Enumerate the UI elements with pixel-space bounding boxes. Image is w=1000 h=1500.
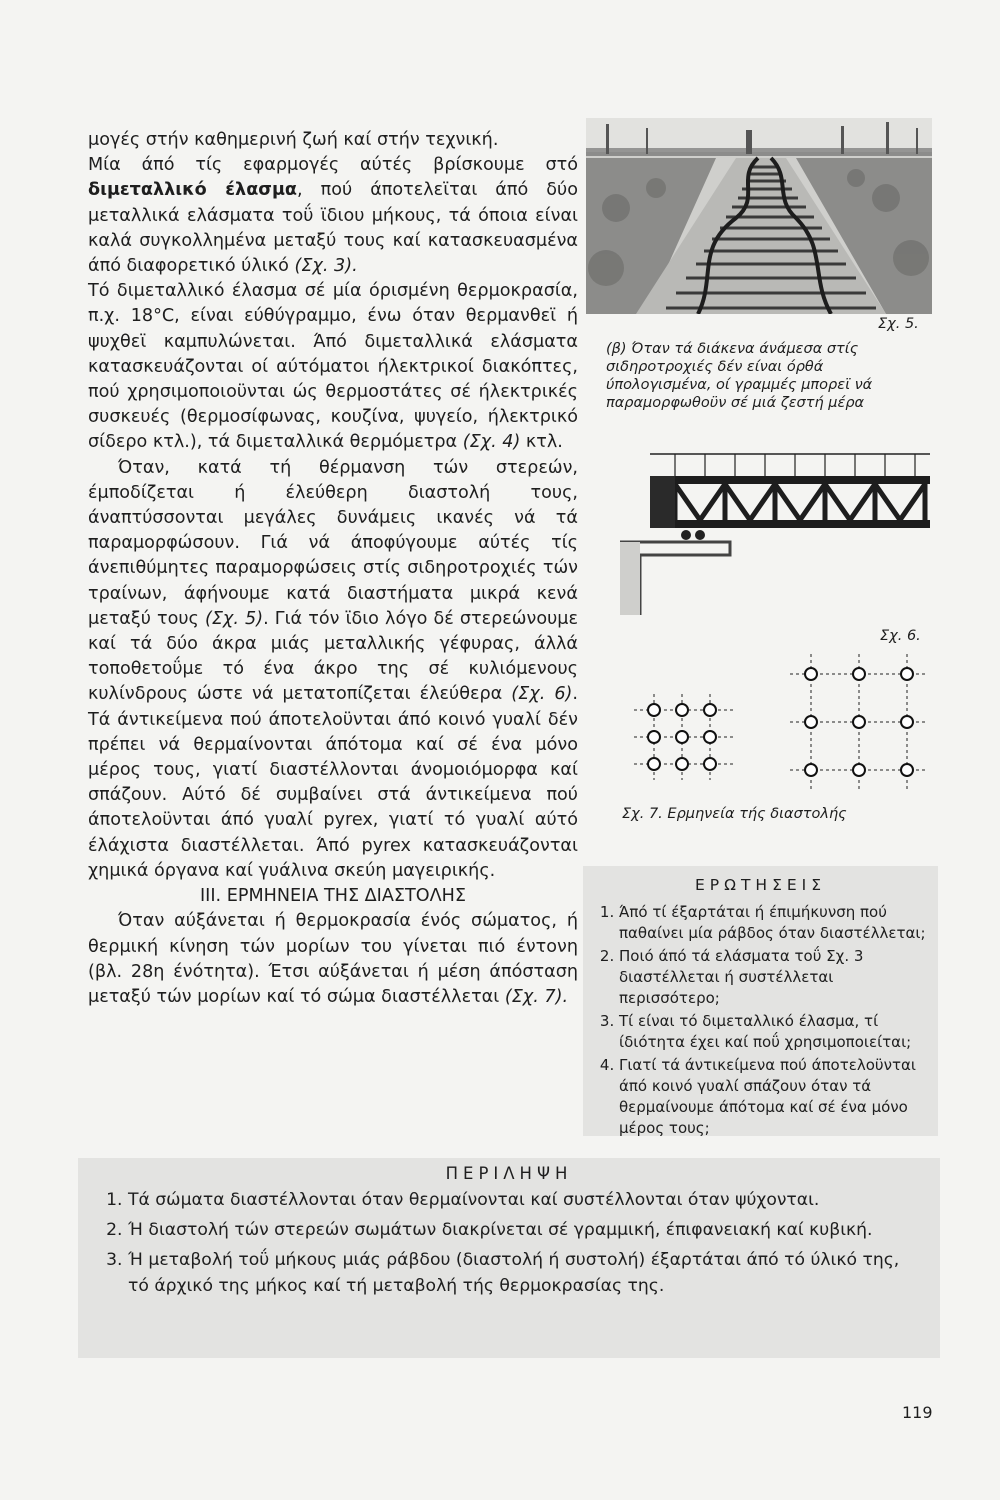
figure-5-caption: (β) Όταν τά διάκενα άνάμεσα στίς σιδηροτροχιές δέν είναι όρθά ύπολογισμένα, οί γραμμές μπορεϊ νά παραμορφωθοϋν σέ μιά ζεστή μέρα xyxy=(606,341,873,411)
question-item: 1. Άπό τί έξαρτάται ή έπιμήκυνση πού παθαίνει μία ράβδος όταν διαστέλλεται; xyxy=(619,902,926,944)
figure-7-caption: Σχ. 7. Ερμηνεία τής διαστολής xyxy=(622,806,847,822)
text-run: . Γιά τόν ϊδιο λόγο δέ στερεώνουμε καί τά δύο άκρα μιάς μεταλλικής γέφυρας, άλλά τοποθετοΰμε τό ένα άκρο της σέ κυλιόμενους κυλίνδρους ώστε νά μετατοπίζεται έλεύθερα xyxy=(88,608,578,705)
molecular-expansion-diagram xyxy=(630,650,930,795)
figure-ref-3: (Σχ. 3). xyxy=(294,256,358,277)
question-item: 3. Τί είναι τό διμεταλλικό έλασμα, τί ίδιότητα έχει καί ποΰ χρησιμοποιείται; xyxy=(619,1011,926,1053)
term-bimetallic-strip: διμεταλλικό έλασμα xyxy=(88,180,298,201)
summary-item: 3. Ή μεταβολή τοΰ μήκους μιάς ράβδου (διαστολή ή συστολή) έξαρτάται άπό τό ύλικό της, τό άρχικό της μήκος καί τή μεταβολή τής θερμοκρασίας της. xyxy=(128,1247,924,1299)
text-run: Μία άπό τίς εφαρμογές αύτές βρίσκουμε στό xyxy=(88,155,578,176)
figure-ref-4: (Σχ. 4) xyxy=(462,432,521,453)
figure-ref-5: (Σχ. 5) xyxy=(204,608,264,629)
text-run: Τό διμεταλλικό έλασμα σέ μία όρισμένη θερμοκρασία, π.χ. 18°C, είναι εύθύγραμμο, ένω όταν θερμανθεϊ ή ψυχθεϊ καμπυλώνεται. Άπό διμεταλλικά ελάσματα κατασκευάζονται οί αύτόματοι ήλεκτρικοί διακόπτες, πού χρησιμοποιοϋνται ώς θερμοστάτες σέ ήλεκτρικές συσκευές (θερμοσίφωνας, κουζίνα, ψυγείο, ήλεκτρικό σίδερο κτλ.), τά διμεταλλικά θερμόμετρα xyxy=(88,281,578,453)
questions-list xyxy=(583,902,938,1139)
summary-box xyxy=(78,1158,940,1358)
figure-ref-7: (Σχ. 7). xyxy=(504,986,569,1007)
paragraph-bimetallic xyxy=(88,153,578,279)
railway-track-photo xyxy=(586,118,932,314)
section-heading: III. ΕΡΜΗΝΕΙΑ ΤΗΣ ΔΙΑΣΤΟΛΗΣ xyxy=(199,886,467,907)
summary-list xyxy=(78,1187,940,1299)
bridge-roller-diagram xyxy=(620,440,930,615)
summary-item: 1. Τά σώματα διαστέλλονται όταν θερμαίνονται καί συστέλλονται όταν ψύχονται. xyxy=(128,1187,924,1213)
figure-5-label: Σχ. 5. xyxy=(878,316,919,332)
text-run: κτλ. xyxy=(520,432,563,453)
paragraph-deformation xyxy=(88,456,578,884)
question-item: 4. Γιατί τά άντικείμενα πού άποτελοϋνται άπό κοινό γυαλί σπάζουν όταν τά θερμαίνουμε άπότομα καί σέ ένα μόνο μέρος τους; xyxy=(619,1055,926,1139)
text-run: Όταν αύξάνεται ή θερμοκρασία ένός σώματος, ή θερμική κίνηση τών μορίων του γίνεται πιό έντονη (βλ. 28η ένότητα). Έτσι αύξάνεται ή μέση άπόσταση μεταξύ τών μορίων καί τό σώμα διαστέλλεται xyxy=(88,911,578,1007)
question-item: 2. Ποιό άπό τά ελάσματα τοΰ Σχ. 3 διαστέλλεται ή συστέλλεται περισσότερο; xyxy=(619,946,926,1009)
summary-title: ΠΕΡΙΛΗΨΗ xyxy=(445,1164,573,1183)
text-run: . Τά άντικείμενα πού άποτελοϋνται άπό κοινό γυαλί δέν πρέπει νά θερμαίνονται άπότομα καί σέ ένα μόνο μέρος τους, γιατί διαστέλλονται άνομοιόμορφα καί σπάζουν. Αύτό δέ συμβαίνει στά άντικείμενα πού άποτελοϋνται άπό γυαλί pyrex, γιατί τό γυαλί αύτό έλάχιστα διαστέλλεται. Άπό pyrex κατασκευάζονται χημικά όργανα καί γυάλινα σκεύη μαγειρικής. xyxy=(88,684,578,881)
page-number: 119 xyxy=(902,1403,933,1422)
questions-box xyxy=(583,866,938,1136)
paragraph-interpretation xyxy=(88,909,578,1010)
text-run: Όταν, κατά τή θέρμανση τών στερεών, έμποδίζεται ή έλεύθερη διαστολή τους, άναπτύσσονται μεγάλες δυνάμεις ικανές νά τά παραμορφώσουν. Γιά νά άποφύγουμε αύτές τίς άνεπιθύμητες παραμορφώσεις στίς σιδηροτροχιές τών τραίνων, άφήνουμε κατά διαστήματα μικρά κενά μεταξύ τους xyxy=(88,457,578,629)
text-run: , πού άποτελεϊται άπό δύο μεταλλικά ελάσματα τοΰ ϊδιου μήκους, τά όποια είναι καλά συγκολλημένα μεταξύ τους καί κατασκευασμένα άπό διαφορετικό ύλικό xyxy=(88,180,578,277)
summary-item: 2. Ή διαστολή τών στερεών σωμάτων διακρίνεται σέ γραμμική, έπιφανειακή καί κυβική. xyxy=(128,1217,924,1243)
questions-title: ΕΡΩΤΗΣΕΙΣ xyxy=(694,876,827,894)
figure-6-label: Σχ. 6. xyxy=(880,628,921,644)
paragraph-continuation: μογές στήν καθημερινή ζωή καί στήν τεχνική. xyxy=(88,130,499,150)
figure-ref-6: (Σχ. 6) xyxy=(511,684,573,705)
paragraph-thermostat xyxy=(88,279,578,455)
main-text-column xyxy=(88,128,578,1010)
